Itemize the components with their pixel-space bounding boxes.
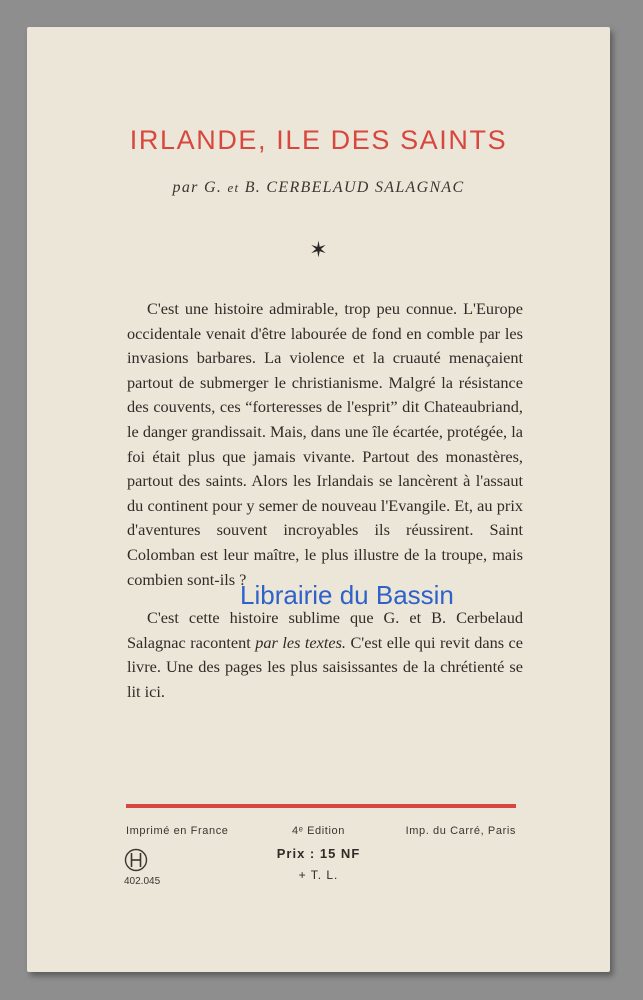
blurb-paragraph-2 (127, 606, 523, 704)
byline-par: par (172, 179, 199, 196)
catalog-code: 402.045 (124, 876, 161, 887)
printer-label: Imp. du Carré, Paris (405, 825, 516, 837)
byline (27, 179, 610, 197)
byline-author-b: B. CERBELAUD SALAGNAC (244, 179, 465, 196)
byline-et: et (227, 180, 240, 195)
printed-in-label: Imprimé en France (126, 825, 229, 837)
red-divider (126, 804, 516, 808)
blurb-paragraph-1: C'est une histoire admirable, trop peu connue. L'Europe occidentale venait d'être labourée de fond en comble par les invasions barbares. La violence et la cruauté menaçaient partout de submerger le christianisme. Malgré la résistance des couvents, ces “forteresses de l'esprit” dit Chateaubriand, le danger grandissait. Mais, dans une île écartée, protégée, la foi était plus que jamais vivante. Partout des monastères, partout des saints. Alors les Irlandais se lancèrent à l'assaut du continent pour y semer de nouveau l'Evangile. Et, au prix d'aventures souvent incroyables ils réussirent. Saint Colomban est leur maître, le plus illustre de la troupe, mais combien sont-ils ? (127, 299, 523, 589)
edition-label: 4ᵉ Edition (292, 825, 345, 837)
price-label: Prix : 15 NF (276, 846, 361, 861)
blurb-text (127, 297, 523, 705)
blurb-paragraph-2-start: C'est cette histoire sublime que G. et B. Cerbelaud Salagnac racontent (127, 608, 523, 652)
blurb-emphasis: par les textes. (255, 632, 346, 652)
publisher-monogram-icon (124, 848, 148, 872)
watermark-text: Librairie du Bassin (240, 580, 454, 610)
book-back-cover (27, 27, 610, 972)
byline-author-a: G. (203, 179, 223, 196)
blurb-paragraph-2-end: C'est elle qui revit dans ce livre. Une des pages les plus saisissantes de la chrétienté se lit ici. (127, 632, 523, 701)
tax-label: + T. L. (298, 868, 339, 882)
book-title: IRLANDE, ILE DES SAINTS (129, 125, 508, 155)
star-ornament-icon: ✶ (309, 237, 328, 262)
